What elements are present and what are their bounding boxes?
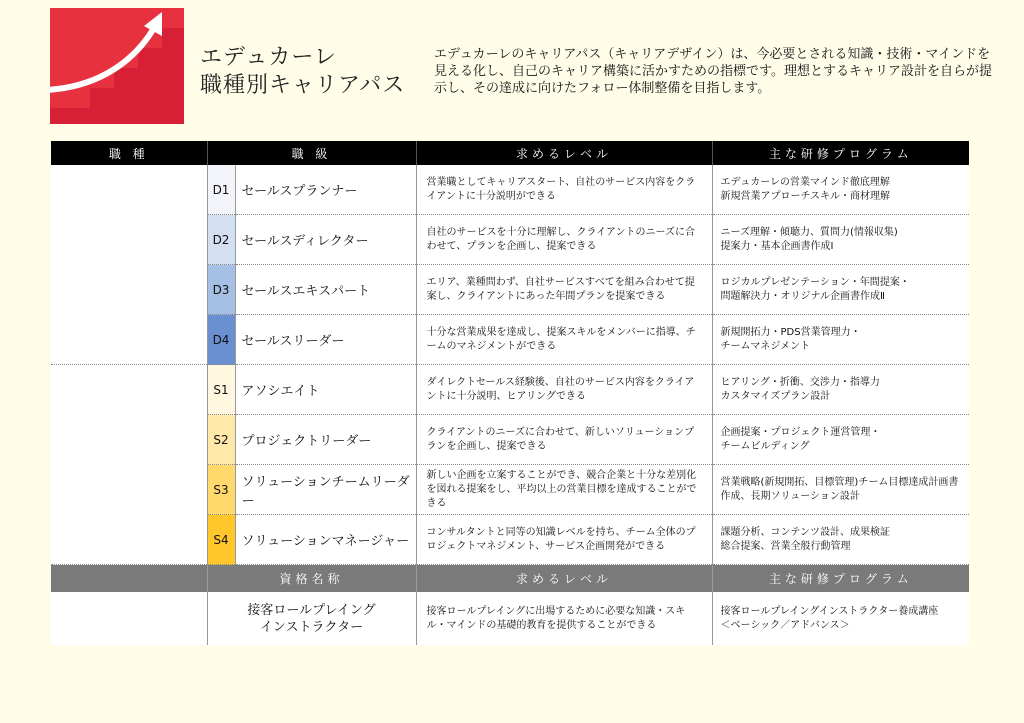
grade-code: D3	[207, 265, 235, 315]
title-line2: 職種別キャリアパス	[200, 73, 406, 98]
grade-code: D1	[207, 165, 235, 215]
qualification-level: 接客ロールプレイングに出場するために必要な知識・スキル・マインドの基礎的教育を提供することができる	[416, 592, 712, 645]
header-type: 職 種	[51, 141, 207, 165]
training-program: ヒアリング・折衝、交渉力・指導力 カスタマイズプラン設計	[712, 365, 969, 415]
required-level: 自社のサービスを十分に理解し、クライアントのニーズに合わせて、プランを企画し、提案できる	[416, 215, 712, 265]
training-program: 企画提案・プロジェクト運営管理・ チームビルディング	[712, 415, 969, 465]
required-level: 新しい企画を立案することができ、競合企業と十分な差別化を図れる提案をし、平均以上の営業目標を達成することができる	[416, 465, 712, 515]
table-header-row	[51, 141, 969, 165]
grade-name: セールスリーダー	[235, 315, 416, 365]
subheader-level: 求めるレベル	[416, 565, 712, 593]
subheader-program: 主な研修プログラム	[712, 565, 969, 593]
grade-name: セールスディレクター	[235, 215, 416, 265]
grade-name: アソシエイト	[235, 365, 416, 415]
required-level: クライアントのニーズに合わせて、新しいソリューションプランを企画し、提案できる	[416, 415, 712, 465]
required-level: コンサルタントと同等の知識レベルを持ち、チーム全体のプロジェクトマネジメント、サービス企画開発ができる	[416, 515, 712, 565]
category-cell: ソリューション セールス コンサル案件の獲得・推進	[51, 365, 207, 565]
page-description: エデュカーレのキャリアパス（キャリアデザイン）は、今必要とされる知識・技術・マインドを見える化し、自己のキャリア構築に活かすための指標です。理想とするキャリア設計を自らが提示し、その達成に向けたフォロー体制整備を目指します。	[434, 47, 992, 96]
training-program: ニーズ理解・傾聴力、質問力(情報収集) 提案力・基本企画書作成Ⅰ	[712, 215, 969, 265]
qualification-header-row	[51, 565, 969, 593]
career-path-table	[51, 141, 969, 645]
training-program: エデュカーレの営業マインド徹底理解 新規営業アプローチスキル・商材理解	[712, 165, 969, 215]
grade-code: S1	[207, 365, 235, 415]
training-program: 新規開拓力・PDS営業管理力・ チームマネジメント	[712, 315, 969, 365]
training-program: 課題分析、コンテンツ設計、成果検証 総合提案、営業全般行動管理	[712, 515, 969, 565]
header-program: 主な研修プログラム	[712, 141, 969, 165]
grade-code: D2	[207, 215, 235, 265]
grade-name: セールスプランナー	[235, 165, 416, 215]
qualification-name: 接客ロールプレイング インストラクター	[207, 592, 416, 645]
header-grade: 職 級	[207, 141, 416, 165]
logo	[50, 8, 184, 124]
qualification-row	[51, 592, 969, 645]
grade-name: セールスエキスパート	[235, 265, 416, 315]
required-level: 営業職としてキャリアスタート、自社のサービス内容をクライアントに十分説明ができる	[416, 165, 712, 215]
required-level: エリア、業種問わず、自社サービスすべてを組み合わせて提案し、クライアントにあった年間プランを提案できる	[416, 265, 712, 315]
qualification-category: 社内資格	[51, 592, 207, 645]
title-line1: エデュカーレ	[200, 45, 337, 70]
grade-name: ソリューションチームリーダー	[235, 465, 416, 515]
required-level: ダイレクトセールス経験後、自社のサービス内容をクライアントに十分説明、ヒアリングできる	[416, 365, 712, 415]
training-program: 営業戦略(新規開拓、目標管理)チーム目標達成計画書作成、長期ソリューション設計	[712, 465, 969, 515]
grade-code: S4	[207, 515, 235, 565]
grade-code: D4	[207, 315, 235, 365]
table-row	[51, 365, 969, 415]
page-title	[200, 44, 405, 100]
grade-code: S2	[207, 415, 235, 465]
training-program: ロジカルプレゼンテーション・年間提案・ 問題解決力・オリジナル企画書作成Ⅱ	[712, 265, 969, 315]
header-level: 求めるレベル	[416, 141, 712, 165]
table-row	[51, 165, 969, 215]
subheader-name: 資格名称	[207, 565, 416, 593]
qualification-program: 接客ロールプレイングインストラクター養成講座 ＜ベーシック／アドバンス＞	[712, 592, 969, 645]
grade-name: プロジェクトリーダー	[235, 415, 416, 465]
grade-name: ソリューションマネージャー	[235, 515, 416, 565]
grade-code: S3	[207, 465, 235, 515]
required-level: 十分な営業成果を達成し、提案スキルをメンバーに指導、チームのマネジメントができる	[416, 315, 712, 365]
category-cell: ダイレクト セールス 自社商品の拡販	[51, 165, 207, 365]
